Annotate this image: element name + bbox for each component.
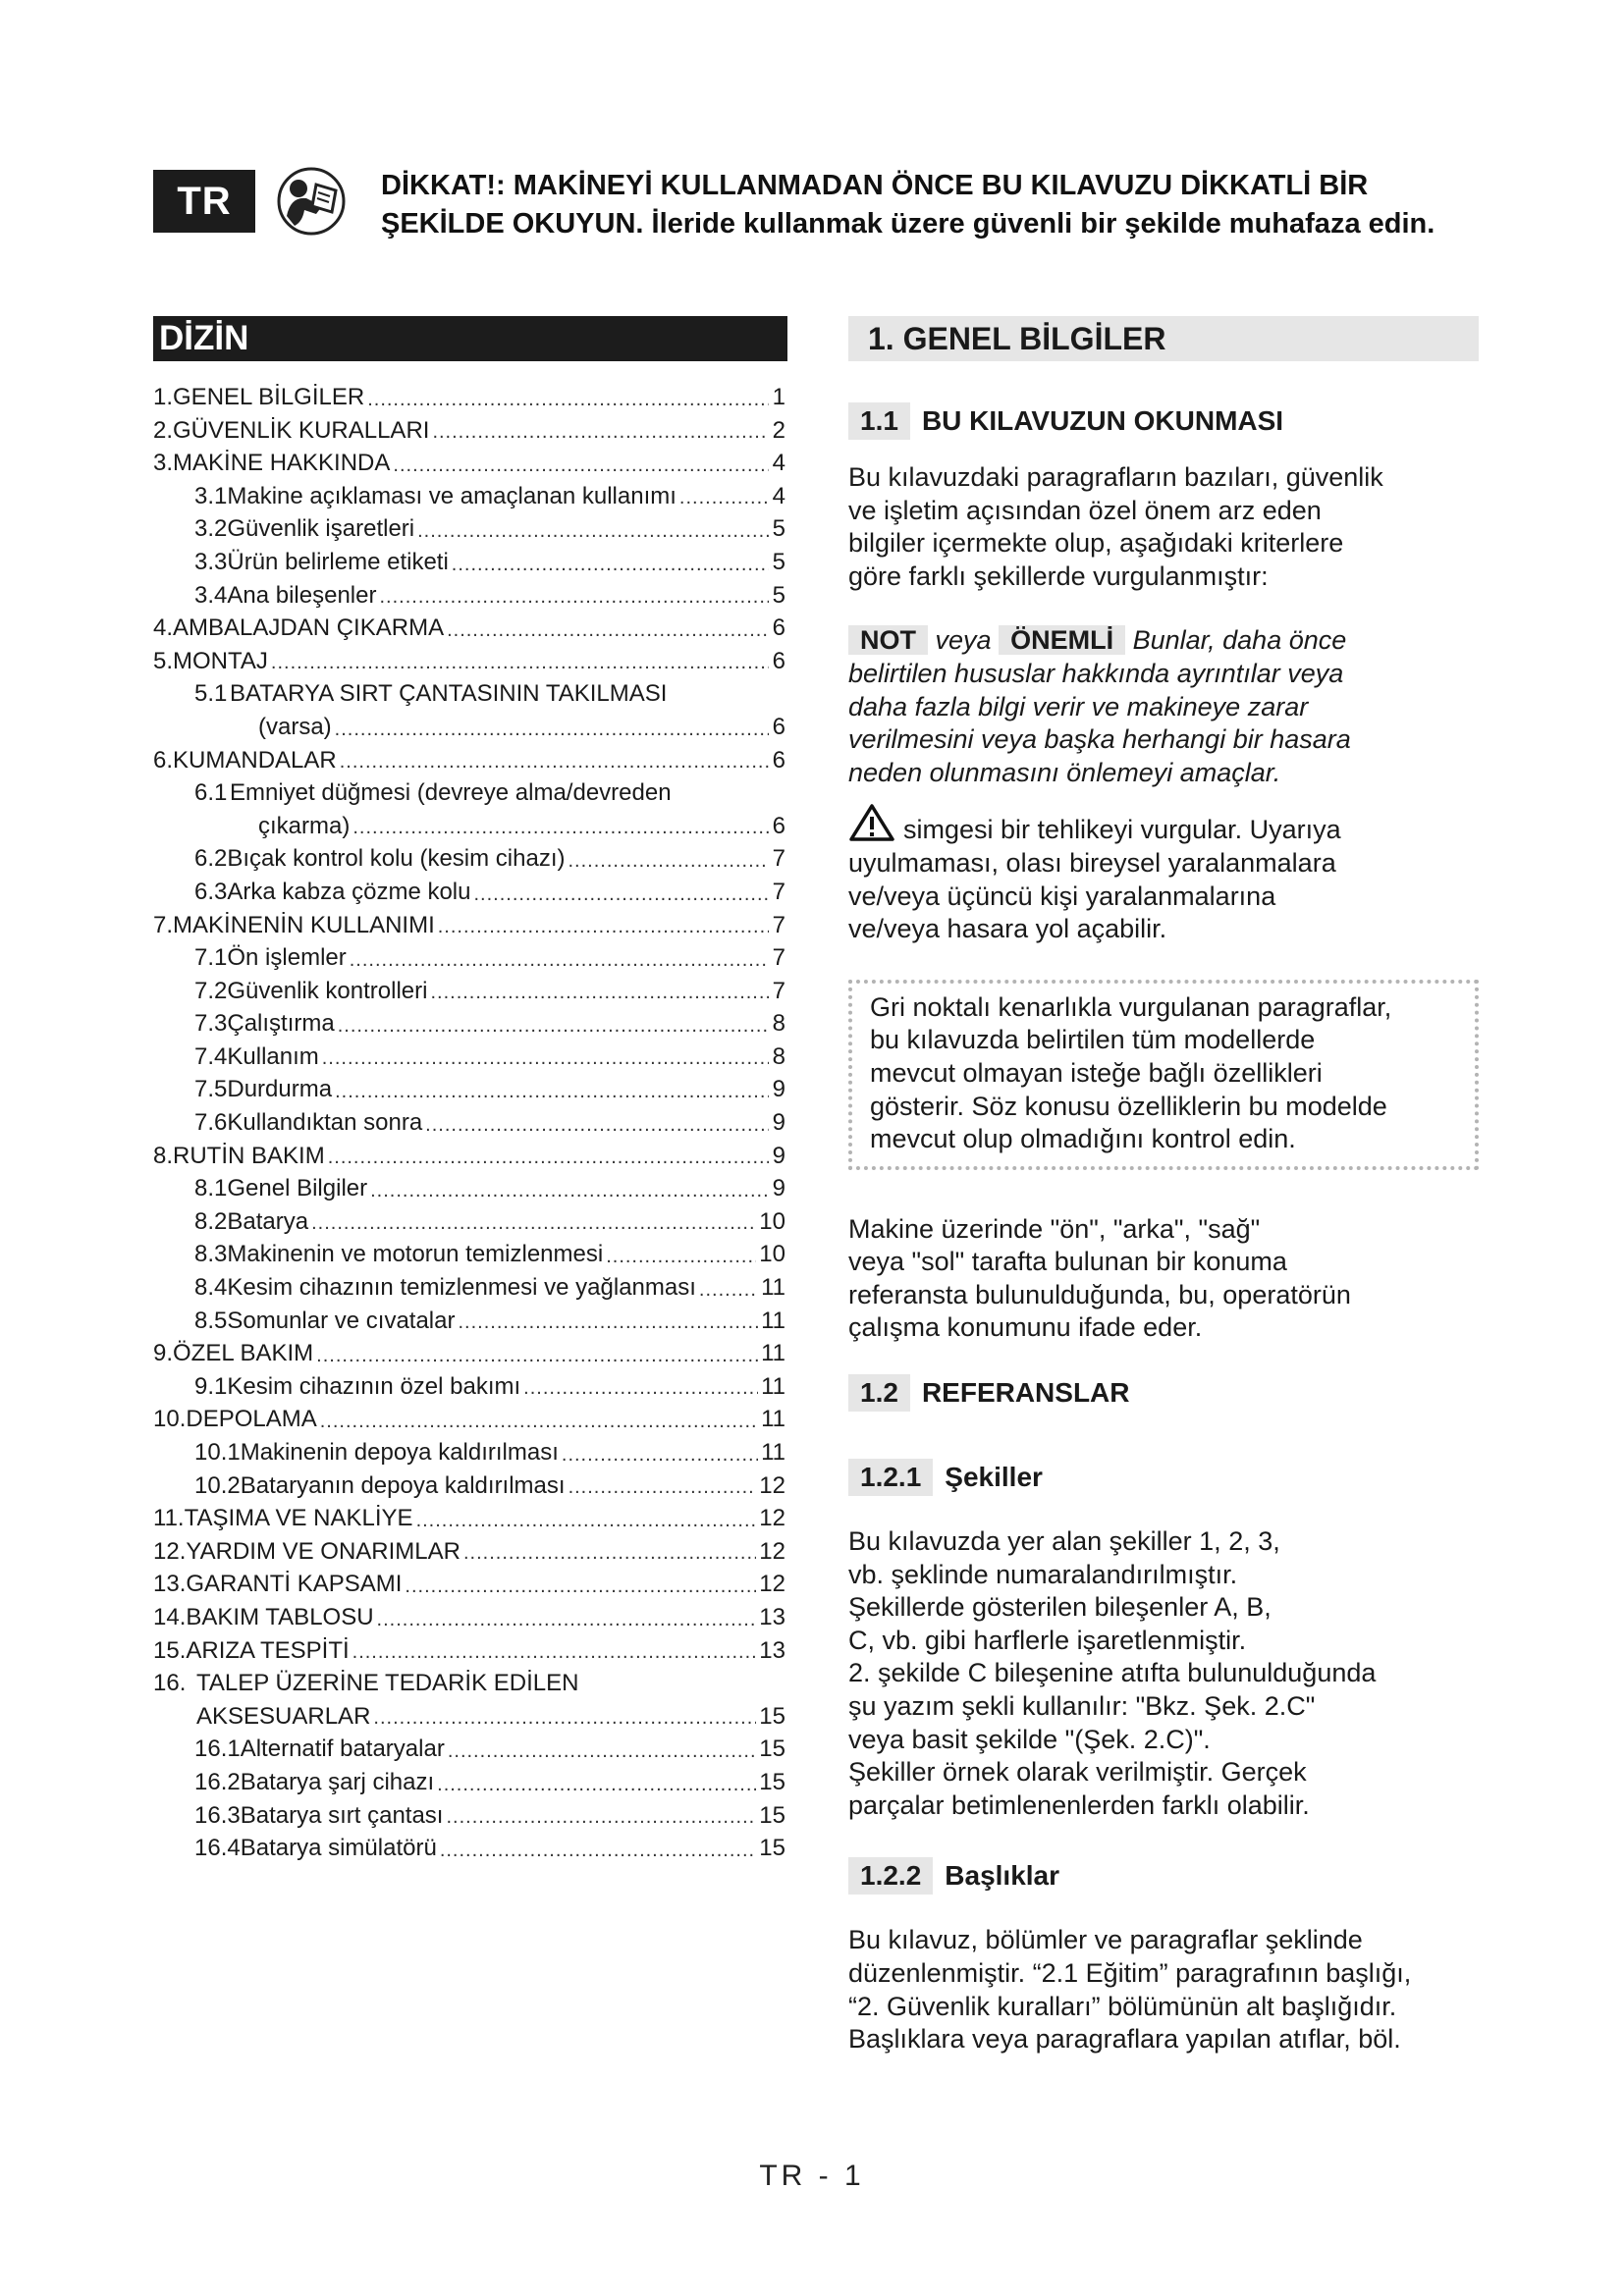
toc-item[interactable]: 6.3 Arka kabza çözme kolu ..... 7 <box>153 876 787 909</box>
toc-item[interactable]: 7. MAKİNENİN KULLANIMI ..... 7 <box>153 909 787 942</box>
note-paragraph: NOT veya ÖNEMLİ Bunlar, daha önce belirtilen hususlar hakkında ayrıntılar veya daha fazla bilgi verir ve makineye zarar verilmesini veya başka herhangi bir hasara neden olunmasını önlemeyi amaçlar. <box>848 625 1351 787</box>
toc-item[interactable]: 6.1 Emniyet düğmesi (devreye alma/devreden <box>194 779 672 807</box>
headings-paragraph: Bu kılavuz, bölümler ve paragraflar şeklinde düzenlenmiştir. “2.1 Eğitim” paragrafının başlığı, “2. Güvenlik kuralları” bölümünün alt başlığıdır. Başlıklara veya paragraflara yapılan atıflar, böl. <box>848 1925 1412 2055</box>
subsection-number: 1.1 <box>848 402 910 440</box>
toc-item[interactable]: 16. TALEP ÜZERİNE TEDARİK EDİLEN <box>153 1670 579 1697</box>
toc-item[interactable]: 3.1 Makine açıklaması ve amaçlanan kullanımı ..... 4 <box>153 480 787 513</box>
toc-item[interactable]: 7.5 Durdurma ..... 9 <box>153 1073 787 1106</box>
toc-item[interactable]: 14. BAKIM TABLOSU ..... 13 <box>153 1601 787 1634</box>
toc-item[interactable]: 10.1 Makinenin depoya kaldırılması ..... 11 <box>153 1436 787 1469</box>
subsection-number: 1.2.1 <box>848 1459 933 1496</box>
page-number: TR - 1 <box>759 2160 865 2192</box>
subsection-title: Şekiller <box>945 1462 1043 1493</box>
toc-item[interactable]: 11. TAŞIMA VE NAKLİYE ..... 12 <box>153 1502 787 1535</box>
toc-item[interactable]: 16.1 Alternatif bataryalar ..... 15 <box>153 1733 787 1766</box>
intro-paragraph: Bu kılavuzdaki paragrafların bazıları, güvenlik ve işletim açısından özel önem arz eden bilgiler içermekte olup, aşağıdaki kriterlere göre farklı şekillerde vurgulanmıştır: <box>848 462 1383 591</box>
subsection-title: REFERANSLAR <box>921 1377 1130 1409</box>
toc-item[interactable]: 9. ÖZEL BAKIM ..... 11 <box>153 1337 787 1370</box>
toc-item-continued[interactable]: (varsa) ..... 6 <box>153 711 787 744</box>
toc-item[interactable]: 3.3 Ürün belirleme etiketi ..... 5 <box>153 546 787 579</box>
toc-item[interactable]: 7.1 Ön işlemler ..... 7 <box>153 941 787 975</box>
optional-feature-box: Gri noktalı kenarlıkla vurgulanan paragraflar, bu kılavuzda belirtilen tüm modellerde mevcut olmayan isteğe bağlı özellikleri gösterir. Söz konusu özelliklerin bu modelde mevcut olup olmadığını kontrol edin. <box>848 980 1479 1170</box>
warning-line-2: ŞEKİLDE OKUYUN. İleride kullanmak üzere güvenli bir şekilde muhafaza edin. <box>381 208 1435 240</box>
toc-item[interactable]: 7.2 Güvenlik kontrolleri ..... 7 <box>153 975 787 1008</box>
language-badge: TR <box>153 170 255 233</box>
section-title: 1. GENEL BİLGİLER <box>848 316 1479 361</box>
position-paragraph: Makine üzerinde "ön", "arka", "sağ" veya "sol" tarafta bulunan bir konuma referansta bulunulduğunda, bu, operatörün çalışma konumunu ifade eder. <box>848 1213 1351 1343</box>
subsection-heading-1-2 <box>848 1374 1479 1412</box>
toc-item[interactable]: 3.2 Güvenlik işaretleri ..... 5 <box>153 512 787 546</box>
toc-item[interactable]: 15. ARIZA TESPİTİ ..... 13 <box>153 1634 787 1668</box>
toc-item[interactable]: 6.2 Bıçak kontrol kolu (kesim cihazı) ..... 7 <box>153 842 787 876</box>
figures-paragraph: Bu kılavuzda yer alan şekiller 1, 2, 3, vb. şeklinde numaralandırılmıştır. Şekillerde gösterilen bileşenler A, B, C, vb. gibi harflerle işaretlenmiştir. 2. şekilde C bileşenine atıfta bulunulduğunda şu yazım şekli kullanılır: "Bkz. Şek. 2.C" veya basit şekilde "(Şek. 2.C)". Şekiller örnek olarak verilmiştir. Gerçek parçalar betimlenenlerden farklı olabilir. <box>848 1526 1377 1820</box>
toc-item[interactable]: 8. RUTİN BAKIM ..... 9 <box>153 1140 787 1173</box>
toc-item[interactable]: 8.5 Somunlar ve cıvatalar ..... 11 <box>153 1305 787 1338</box>
toc-item[interactable]: 7.4 Kullanım ..... 8 <box>153 1041 787 1074</box>
warning-triangle-icon <box>848 803 895 842</box>
toc-item[interactable]: 13. GARANTİ KAPSAMI ..... 12 <box>153 1568 787 1601</box>
toc-item[interactable]: 8.1 Genel Bilgiler ..... 9 <box>153 1172 787 1205</box>
hazard-paragraph: simgesi bir tehlikeyi vurgular. Uyarıya uyulmaması, olası bireysel yaralanmalara ve/veya üçüncü kişi yaralanmalarına ve/veya hasara yol açabilir. <box>848 803 1479 945</box>
toc-item[interactable]: 9.1 Kesim cihazının özel bakımı ..... 11 <box>153 1370 787 1404</box>
important-tag: ÖNEMLİ <box>999 625 1125 655</box>
toc-item[interactable]: 16.4 Batarya simülatörü ..... 15 <box>153 1832 787 1865</box>
toc-item[interactable]: 6. KUMANDALAR ..... 6 <box>153 744 787 777</box>
toc-item[interactable]: 1. GENEL BİLGİLER ..... 1 <box>153 381 787 414</box>
toc-item[interactable]: 8.2 Batarya ..... 10 <box>153 1205 787 1239</box>
content-column <box>848 316 1479 2056</box>
subsection-heading-1-1 <box>848 402 1479 440</box>
toc-item[interactable]: 5.1 BATARYA SIRT ÇANTASININ TAKILMASI <box>194 680 668 708</box>
toc-item[interactable]: 10.2 Bataryanın depoya kaldırılması ..... 12 <box>153 1469 787 1503</box>
subsection-number: 1.2 <box>848 1374 910 1412</box>
toc-item[interactable]: 3. MAKİNE HAKKINDA ..... 4 <box>153 447 787 480</box>
toc-item[interactable]: 3.4 Ana bileşenler ..... 5 <box>153 579 787 613</box>
toc-item[interactable]: 10. DEPOLAMA ..... 11 <box>153 1403 787 1436</box>
warning-line-1: DİKKAT!: MAKİNEYİ KULLANMADAN ÖNCE BU KILAVUZU DİKKATLİ BİR <box>381 170 1369 201</box>
reader-icon <box>277 167 346 236</box>
warning-header <box>381 167 1500 243</box>
toc-item[interactable]: 7.6 Kullandıktan sonra ..... 9 <box>153 1106 787 1140</box>
toc-item-continued[interactable]: çıkarma) ..... 6 <box>153 810 787 843</box>
toc-item[interactable]: 5. MONTAJ ..... 6 <box>153 645 787 678</box>
toc-item[interactable]: 16.3 Batarya sırt çantası ..... 15 <box>153 1799 787 1833</box>
subsection-heading-1-2-2 <box>848 1857 1479 1895</box>
toc-item[interactable]: 8.4 Kesim cihazının temizlenmesi ve yağlanması ..... 11 <box>153 1271 787 1305</box>
subsection-number: 1.2.2 <box>848 1857 933 1895</box>
toc-item[interactable]: 16.2 Batarya şarj cihazı ..... 15 <box>153 1766 787 1799</box>
toc-item[interactable]: 12. YARDIM VE ONARIMLAR ..... 12 <box>153 1535 787 1569</box>
toc-item[interactable]: 2. GÜVENLİK KURALLARI ..... 2 <box>153 414 787 448</box>
subsection-heading-1-2-1 <box>848 1459 1479 1496</box>
table-of-contents <box>153 381 787 1865</box>
toc-title: DİZİN <box>153 316 787 361</box>
note-tag: NOT <box>848 625 928 655</box>
subsection-title: BU KILAVUZUN OKUNMASI <box>921 405 1284 436</box>
toc-item[interactable]: 4. AMBALAJDAN ÇIKARMA ..... 6 <box>153 612 787 645</box>
toc-item-continued[interactable]: AKSESUARLAR ..... 15 <box>153 1700 787 1734</box>
subsection-title: Başlıklar <box>945 1860 1060 1892</box>
toc-item[interactable]: 8.3 Makinenin ve motorun temizlenmesi ..... 10 <box>153 1238 787 1271</box>
toc-item[interactable]: 7.3 Çalıştırma ..... 8 <box>153 1007 787 1041</box>
